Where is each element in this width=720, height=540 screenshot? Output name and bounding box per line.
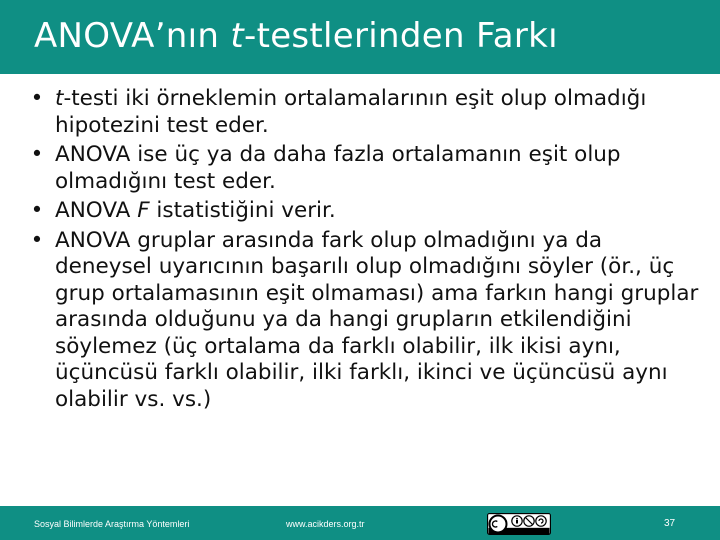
cc-by-nc-sa-icon <box>487 513 551 535</box>
slide-title <box>34 14 558 58</box>
bullet-list <box>22 86 702 413</box>
bullet-1-italic: t <box>55 86 64 111</box>
title-prefix: ANOVA’nın <box>34 16 231 56</box>
bullet-point-icon: • <box>30 86 44 111</box>
bullet-3-text-before: ANOVA <box>55 198 138 223</box>
footer-page-number: 37 <box>664 518 676 529</box>
bullet-4-text: ANOVA gruplar arasında fark olup olmadığını ya da deneysel uyarıcının başarılı olup olmadığını söyler (ör., üç grup ortalamasının eşit olmaması) ama farkın hangi gruplar arasında olduğunu ya da hangi grupların etkilendiğini söylemez (üç ortalama da farklı olabilir, ilk ikisi aynı, üçüncüsü farklı olabilir, ilki farklı, ikinci ve üçüncüsü aynı olabilir vs. vs.) <box>55 227 699 412</box>
bullet-item-4 <box>22 228 702 414</box>
title-italic-t: t <box>230 16 244 56</box>
bullet-3-text-after: istatistiğini verir. <box>149 198 336 223</box>
bullet-2-text: ANOVA ise üç ya da daha fazla ortalamanın eşit olup olmadığını test eder. <box>55 142 621 194</box>
bullet-point-icon: • <box>30 142 44 167</box>
bullet-point-icon: • <box>30 227 44 253</box>
bullet-item-1 <box>22 86 702 139</box>
bullet-3-italic: F <box>137 198 150 223</box>
title-bar <box>0 0 720 74</box>
footer-course-title: Sosyal Bilimlerde Araştırma Yöntemleri <box>34 519 190 529</box>
bullet-point-icon: • <box>30 198 44 223</box>
bullet-item-2 <box>22 142 702 195</box>
footer-bar <box>0 506 720 540</box>
bullet-item-3 <box>22 198 702 225</box>
title-suffix: -testlerinden Farkı <box>244 16 558 56</box>
footer-website-link[interactable]: www.acikders.org.tr <box>286 519 365 529</box>
slide-body <box>22 86 702 416</box>
bullet-1-text: -testi iki örneklemin ortalamalarının eşit olup olmadığı hipotezini test eder. <box>55 86 647 138</box>
